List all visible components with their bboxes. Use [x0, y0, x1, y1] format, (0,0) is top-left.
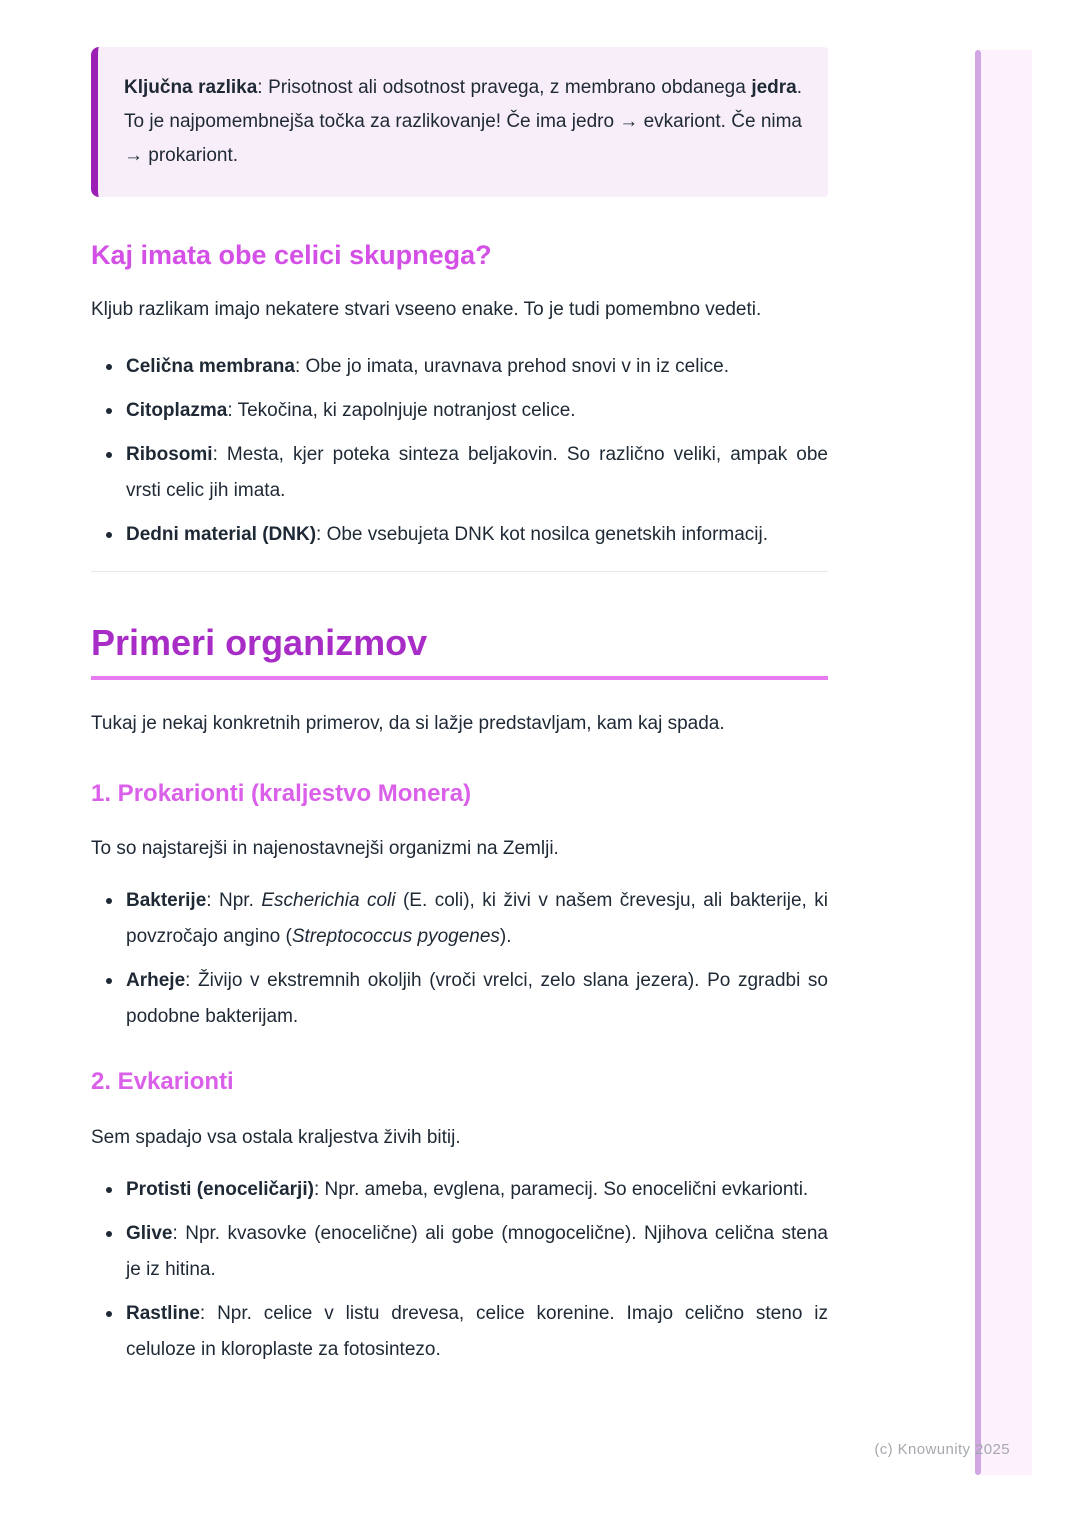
list-item-text [126, 883, 828, 955]
list-item-desc: : Živijo v ekstremnih okoljih (vroči vrelci, zelo slana jezera). Po zgradbi so podobne bakterijam. [126, 970, 828, 1027]
list-item-desc: : Npr. kvasovke (enocelične) ali gobe (mnogocelične). Njihova celična stena je iz hitina. [126, 1223, 828, 1280]
list-item-text [126, 1216, 828, 1288]
heading-eukaryotes: 2. Evkarionti [91, 1068, 234, 1095]
bullet-dot-icon [106, 1231, 112, 1237]
list-item-text [126, 1172, 828, 1208]
callout-lead-rest: : Prisotnost ali odsotnost pravega, z membrano obdanega [257, 77, 752, 98]
prokaryotes-list [91, 883, 828, 1035]
list-item-desc: : Obe vsebujeta DNK kot nosilca genetskih informacij. [316, 524, 769, 545]
bullet-dot-icon [106, 1311, 112, 1317]
list-item-term: Rastline [126, 1303, 200, 1324]
callout-lead-bold: Ključna razlika [124, 77, 258, 98]
list-item-term: Bakterije [126, 890, 207, 911]
common-features-intro: Kljub razlikam imajo nekatere stvari vseeno enake. To je tudi pomembno vedeti. [91, 299, 762, 320]
list-item-desc: : Tekočina, ki zapolnjuje notranjost celice. [227, 400, 576, 421]
list-item-term: Dedni material (DNK) [126, 524, 317, 545]
common-features-list [91, 349, 828, 553]
list-item-fungi [91, 1216, 828, 1288]
bullet-dot-icon [106, 408, 112, 414]
list-item-text [126, 963, 828, 1035]
list-item-ribosomes [91, 437, 828, 509]
callout-text [124, 71, 802, 173]
eukaryotes-intro: Sem spadajo vsa ostala kraljestva živih bitij. [91, 1127, 461, 1148]
list-item-dna [91, 517, 828, 553]
list-item-text [126, 393, 828, 429]
list-item-desc: ). [499, 926, 512, 947]
callout-key-difference [91, 47, 828, 197]
list-item-text [126, 517, 828, 553]
heading-common-features: Kaj imata obe celici skupnega? [91, 240, 492, 270]
page-title: Primeri organizmov [91, 623, 828, 680]
list-item-cytoplasm [91, 393, 828, 429]
document-content [91, 0, 828, 1368]
list-item-desc: : Npr. ameba, evglena, paramecij. So enocelični evkarionti. [313, 1179, 809, 1200]
list-item-desc: : Mesta, kjer poteka sinteza beljakovin. So različno veliki, ampak obe vrsti celic jih imata. [126, 444, 828, 501]
list-item-desc: : Npr. [206, 890, 262, 911]
eukaryotes-list [91, 1172, 828, 1368]
callout-tail: . To je najpomembnejša točka za razlikovanje! Če ima jedro → evkariont. Če nima → prokariont. [124, 77, 803, 166]
examples-intro: Tukaj je nekaj konkretnih primerov, da si lažje predstavljam, kam kaj spada. [91, 713, 725, 734]
section-divider [91, 571, 828, 572]
bullet-dot-icon [106, 532, 112, 538]
list-item-desc: (E. coli), ki živi v našem črevesju, ali bakterije, ki povzročajo angino ( [126, 890, 829, 947]
list-item-bacteria [91, 883, 828, 955]
species-name-italic: Escherichia coli [261, 890, 396, 911]
species-name-italic: Streptococcus pyogenes [291, 926, 500, 947]
bullet-dot-icon [106, 364, 112, 370]
list-item-term: Ribosomi [126, 444, 213, 465]
next-page-preview-panel [981, 50, 1032, 1475]
list-item-term: Glive [126, 1223, 173, 1244]
callout-emph-bold: jedra [751, 77, 797, 98]
list-item-cell-membrane [91, 349, 828, 385]
list-item-text [126, 437, 828, 509]
copyright-watermark: (c) Knowunity 2025 [874, 1441, 1010, 1458]
list-item-term: Celična membrana [126, 356, 295, 377]
list-item-plants [91, 1296, 828, 1368]
bullet-dot-icon [106, 1187, 112, 1193]
prokaryotes-intro: To so najstarejši in najenostavnejši organizmi na Zemlji. [91, 838, 559, 859]
list-item-term: Protisti (enoceličarji) [126, 1179, 314, 1200]
list-item-desc: : Obe jo imata, uravnava prehod snovi v in iz celice. [294, 356, 730, 377]
bullet-dot-icon [106, 898, 112, 904]
page-edge-divider [975, 50, 981, 1475]
bullet-dot-icon [106, 978, 112, 984]
list-item-text [126, 1296, 828, 1368]
list-item-desc: : Npr. celice v listu drevesa, celice korenine. Imajo celično steno iz celuloze in kloroplaste za fotosintezo. [126, 1303, 828, 1360]
list-item-text [126, 349, 828, 385]
list-item-term: Citoplazma [126, 400, 228, 421]
heading-prokaryotes: 1. Prokarionti (kraljestvo Monera) [91, 780, 472, 807]
list-item-term: Arheje [126, 970, 186, 991]
list-item-archaea [91, 963, 828, 1035]
list-item-protists [91, 1172, 828, 1208]
bullet-dot-icon [106, 452, 112, 458]
